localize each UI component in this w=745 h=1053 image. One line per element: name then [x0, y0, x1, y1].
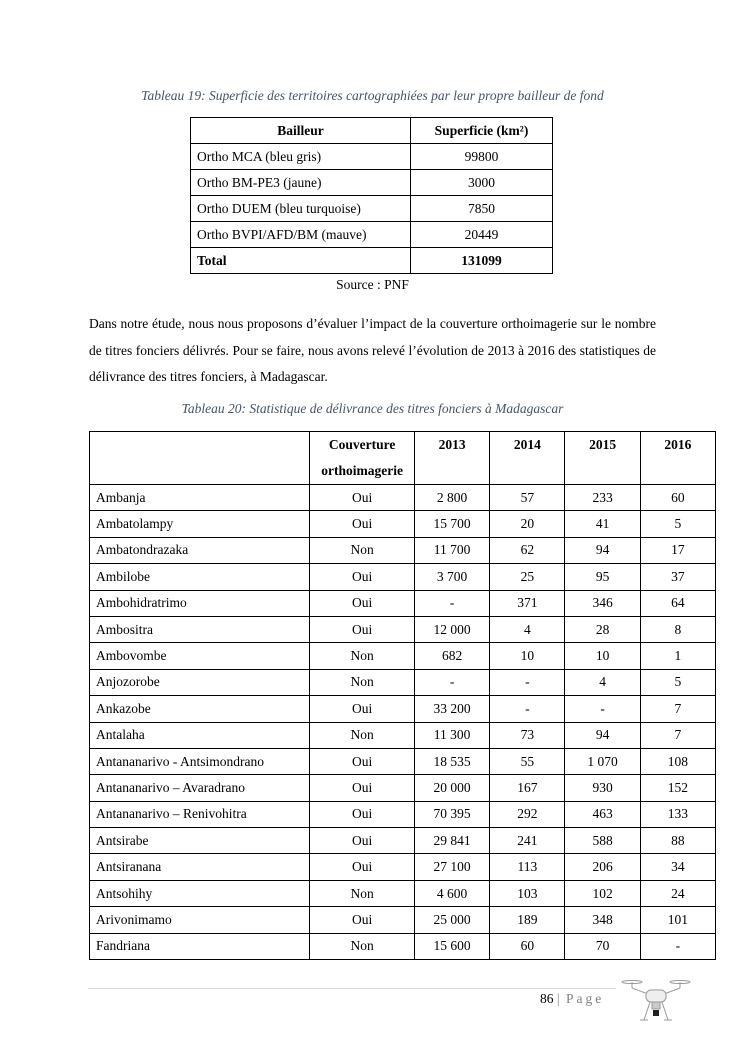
- page-separator: |: [556, 991, 560, 1006]
- table20-cell-value-2014: 25: [490, 564, 565, 590]
- table20-cell-value-2016: 64: [640, 590, 715, 616]
- table20-cell-district: Arivonimamo: [90, 907, 310, 933]
- table-row: [90, 748, 716, 774]
- table20-cell-district: Antananarivo – Renivohitra: [90, 801, 310, 827]
- table20-cell-value-2015: 28: [565, 616, 640, 642]
- table20-cell-district: Antananarivo - Antsimondrano: [90, 748, 310, 774]
- table20-cell-value-2016: 60: [640, 485, 715, 511]
- table20-cell-value-2016: 5: [640, 511, 715, 537]
- table20-cell-value-2013: 12 000: [415, 616, 490, 642]
- table19-total-label: Total: [191, 248, 411, 274]
- table20-cell-value-2016: 133: [640, 801, 715, 827]
- table20-cell-value-2013: 11 700: [415, 537, 490, 563]
- table20-cell-district: Ambatolampy: [90, 511, 310, 537]
- table20-header-coverage-line2: orthoimagerie: [321, 463, 403, 478]
- footer-divider: [88, 988, 616, 989]
- table20: [89, 431, 716, 960]
- table20-cell-district: Fandriana: [90, 933, 310, 959]
- table20-cell-value-2016: 37: [640, 564, 715, 590]
- table20-cell-coverage: Oui: [310, 616, 415, 642]
- table20-cell-value-2015: 348: [565, 907, 640, 933]
- table20-cell-value-2013: 29 841: [415, 828, 490, 854]
- table20-cell-value-2013: 33 200: [415, 696, 490, 722]
- table20-cell-value-2014: 241: [490, 828, 565, 854]
- table20-header-name: [90, 432, 310, 485]
- table20-cell-value-2014: 189: [490, 907, 565, 933]
- table20-cell-value-2015: 10: [565, 643, 640, 669]
- table20-cell-value-2013: 70 395: [415, 801, 490, 827]
- table20-cell-district: Anjozorobe: [90, 669, 310, 695]
- table20-cell-value-2015: 94: [565, 722, 640, 748]
- table20-cell-coverage: Non: [310, 669, 415, 695]
- table20-cell-value-2015: 94: [565, 537, 640, 563]
- table-row: [90, 828, 716, 854]
- table20-cell-value-2013: 682: [415, 643, 490, 669]
- table20-cell-value-2014: 73: [490, 722, 565, 748]
- body-paragraph: Dans notre étude, nous nous proposons d’évaluer l’impact de la couverture orthoimagerie sur le nombre de titres fonciers délivrés. Pour se faire, nous avons relevé l’évolution de 2013 à 2016 des statistiques de délivrance des titres fonciers, à Madagascar.: [89, 316, 656, 384]
- table20-cell-value-2013: 15 700: [415, 511, 490, 537]
- table20-header-2014: 2014: [490, 432, 565, 485]
- table20-cell-district: Antsiranana: [90, 854, 310, 880]
- table20-cell-value-2013: 3 700: [415, 564, 490, 590]
- table20-cell-coverage: Non: [310, 880, 415, 906]
- table20-cell-value-2013: 20 000: [415, 775, 490, 801]
- table20-cell-value-2014: 4: [490, 616, 565, 642]
- table20-cell-coverage: Oui: [310, 828, 415, 854]
- table-row: [90, 485, 716, 511]
- table20-cell-value-2013: 2 800: [415, 485, 490, 511]
- table20-cell-value-2013: 18 535: [415, 748, 490, 774]
- table20-cell-value-2015: 41: [565, 511, 640, 537]
- table20-cell-district: Ambanja: [90, 485, 310, 511]
- table-row: [90, 880, 716, 906]
- table19-header-bailleur: Bailleur: [191, 118, 411, 144]
- table20-cell-district: Ambatondrazaka: [90, 537, 310, 563]
- table20-cell-value-2013: 15 600: [415, 933, 490, 959]
- table20-cell-coverage: Oui: [310, 590, 415, 616]
- table20-cell-district: Antalaha: [90, 722, 310, 748]
- drone-icon: [620, 972, 692, 1026]
- table20-header-coverage-line1: Couverture: [328, 437, 396, 452]
- table-row: [191, 170, 553, 196]
- table20-cell-value-2015: 4: [565, 669, 640, 695]
- table20-cell-value-2016: -: [640, 933, 715, 959]
- table-row: [90, 564, 716, 590]
- table20-cell-value-2013: 11 300: [415, 722, 490, 748]
- table20-cell-district: Ankazobe: [90, 696, 310, 722]
- table20-cell-district: Antananarivo – Avaradrano: [90, 775, 310, 801]
- table20-cell-value-2014: 62: [490, 537, 565, 563]
- table20-cell-value-2016: 7: [640, 696, 715, 722]
- table20-cell-coverage: Oui: [310, 511, 415, 537]
- table20-cell-value-2014: -: [490, 696, 565, 722]
- table-row: [90, 854, 716, 880]
- table20-cell-value-2016: 108: [640, 748, 715, 774]
- table20-cell-coverage: Oui: [310, 801, 415, 827]
- table-row: [90, 722, 716, 748]
- table20-header-2013: 2013: [415, 432, 490, 485]
- table20-cell-coverage: Oui: [310, 907, 415, 933]
- table20-cell-value-2013: -: [415, 669, 490, 695]
- table20-cell-value-2014: 10: [490, 643, 565, 669]
- table20-cell-value-2015: 463: [565, 801, 640, 827]
- table19-cell-bailleur: Ortho BM-PE3 (jaune): [191, 170, 411, 196]
- table19-cell-superficie: 99800: [411, 144, 553, 170]
- table20-cell-value-2015: -: [565, 696, 640, 722]
- table19-cell-superficie: 20449: [411, 222, 553, 248]
- table-row: [90, 907, 716, 933]
- table20-cell-value-2014: 55: [490, 748, 565, 774]
- table20-cell-value-2016: 1: [640, 643, 715, 669]
- table20-cell-district: Antsohihy: [90, 880, 310, 906]
- table20-cell-value-2013: 27 100: [415, 854, 490, 880]
- table-row: [90, 511, 716, 537]
- table20-cell-value-2015: 95: [565, 564, 640, 590]
- table19: [190, 117, 553, 274]
- table20-body: [90, 485, 716, 960]
- table19-header-superficie: Superficie (km²): [411, 118, 553, 144]
- table-row: [90, 616, 716, 642]
- table-row: [191, 196, 553, 222]
- table20-cell-coverage: Oui: [310, 564, 415, 590]
- table20-cell-value-2014: 292: [490, 801, 565, 827]
- table19-header-row: [191, 118, 553, 144]
- table20-cell-value-2016: 24: [640, 880, 715, 906]
- table-row: [191, 144, 553, 170]
- table20-cell-value-2014: -: [490, 669, 565, 695]
- table20-cell-value-2015: 346: [565, 590, 640, 616]
- table-row: [191, 222, 553, 248]
- table-row: [90, 696, 716, 722]
- table20-cell-value-2014: 103: [490, 880, 565, 906]
- table20-cell-coverage: Oui: [310, 775, 415, 801]
- table20-cell-coverage: Non: [310, 722, 415, 748]
- table19-cell-bailleur: Ortho MCA (bleu gris): [191, 144, 411, 170]
- table20-header-2015: 2015: [565, 432, 640, 485]
- page-number: 86: [540, 991, 554, 1006]
- table20-cell-coverage: Oui: [310, 854, 415, 880]
- table19-cell-superficie: 7850: [411, 196, 553, 222]
- table20-cell-value-2014: 60: [490, 933, 565, 959]
- table20-cell-coverage: Non: [310, 643, 415, 669]
- table-row: [90, 775, 716, 801]
- table20-cell-value-2015: 206: [565, 854, 640, 880]
- table20-cell-value-2013: -: [415, 590, 490, 616]
- table19-source: Source : PNF: [336, 277, 409, 292]
- table20-cell-value-2016: 34: [640, 854, 715, 880]
- table20-cell-district: Antsirabe: [90, 828, 310, 854]
- page-label: Page: [565, 991, 605, 1006]
- table20-cell-value-2016: 152: [640, 775, 715, 801]
- table20-cell-value-2016: 7: [640, 722, 715, 748]
- table20-cell-value-2015: 588: [565, 828, 640, 854]
- table20-cell-value-2015: 1 070: [565, 748, 640, 774]
- table-row: [90, 801, 716, 827]
- table20-cell-coverage: Oui: [310, 748, 415, 774]
- table20-cell-value-2016: 17: [640, 537, 715, 563]
- table20-cell-value-2016: 5: [640, 669, 715, 695]
- table20-cell-value-2015: 102: [565, 880, 640, 906]
- table20-cell-coverage: Oui: [310, 485, 415, 511]
- table20-header-coverage: [310, 432, 415, 485]
- page-footer: [540, 991, 604, 1007]
- table20-cell-coverage: Non: [310, 933, 415, 959]
- table20-cell-district: Ambohidratrimo: [90, 590, 310, 616]
- table20-cell-value-2016: 88: [640, 828, 715, 854]
- table20-cell-value-2013: 25 000: [415, 907, 490, 933]
- table20-caption: Tableau 20: Statistique de délivrance des titres fonciers à Madagascar: [181, 401, 564, 416]
- table20-header-row: [90, 432, 716, 485]
- table20-header-2016: 2016: [640, 432, 715, 485]
- table20-cell-value-2015: 233: [565, 485, 640, 511]
- table-row: [90, 537, 716, 563]
- table19-total-row: [191, 248, 553, 274]
- table20-cell-value-2014: 57: [490, 485, 565, 511]
- table20-cell-district: Ambilobe: [90, 564, 310, 590]
- table-row: [90, 933, 716, 959]
- table20-cell-value-2014: 167: [490, 775, 565, 801]
- table20-cell-value-2015: 70: [565, 933, 640, 959]
- table20-cell-value-2016: 101: [640, 907, 715, 933]
- table20-cell-value-2013: 4 600: [415, 880, 490, 906]
- table20-cell-value-2015: 930: [565, 775, 640, 801]
- table-row: [90, 643, 716, 669]
- table20-cell-coverage: Oui: [310, 696, 415, 722]
- table19-cell-superficie: 3000: [411, 170, 553, 196]
- table20-cell-coverage: Non: [310, 537, 415, 563]
- table20-cell-value-2014: 371: [490, 590, 565, 616]
- table-row: [90, 590, 716, 616]
- table19-caption: Tableau 19: Superficie des territoires cartographiées par leur propre bailleur de fond: [141, 88, 604, 103]
- table20-cell-district: Ambositra: [90, 616, 310, 642]
- table20-cell-district: Ambovombe: [90, 643, 310, 669]
- table19-cell-bailleur: Ortho DUEM (bleu turquoise): [191, 196, 411, 222]
- table19-total-value: 131099: [411, 248, 553, 274]
- table20-cell-value-2014: 113: [490, 854, 565, 880]
- table19-cell-bailleur: Ortho BVPI/AFD/BM (mauve): [191, 222, 411, 248]
- table-row: [90, 669, 716, 695]
- table20-cell-value-2016: 8: [640, 616, 715, 642]
- table20-cell-value-2014: 20: [490, 511, 565, 537]
